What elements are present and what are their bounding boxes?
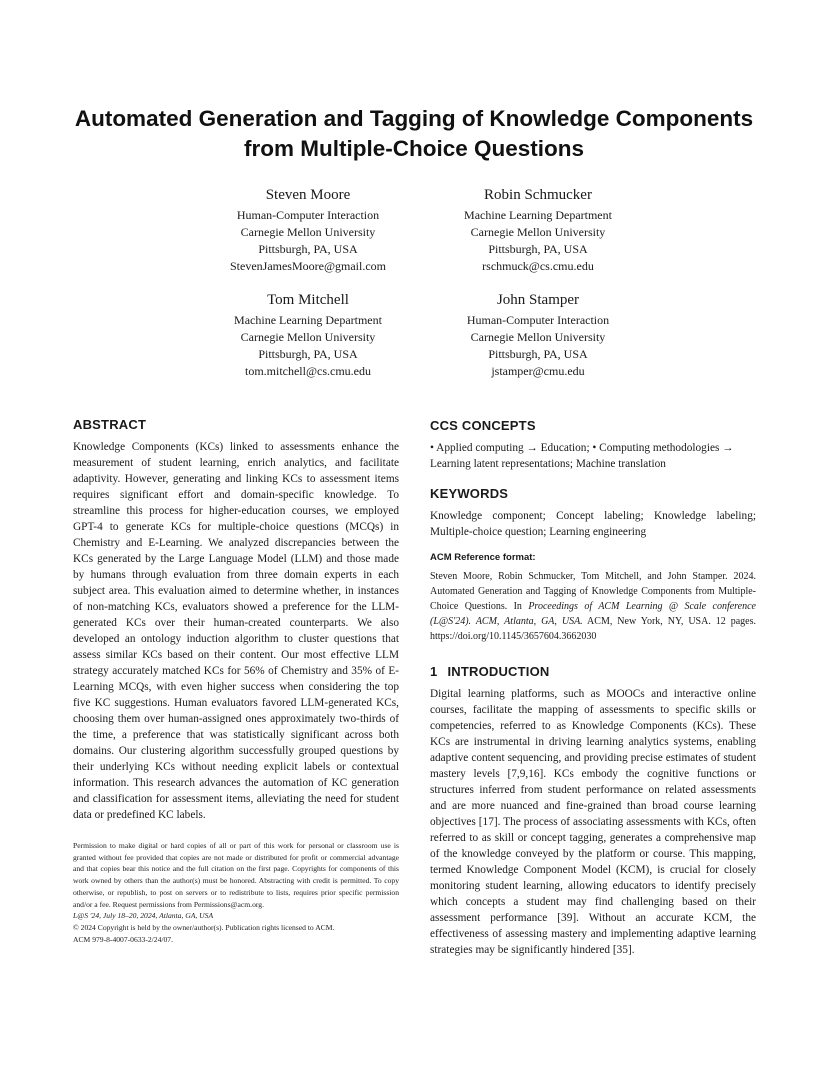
author-univ: Carnegie Mellon University — [240, 330, 376, 344]
title-line-1: Automated Generation and Tagging of Knowledge Components — [74, 106, 754, 131]
permission-notice — [73, 840, 399, 945]
author-name: Tom Mitchell — [267, 292, 349, 308]
copyright-line: © 2024 Copyright is held by the owner/author(s). Publication rights licensed to ACM. — [73, 922, 335, 932]
author-dept: Human-Computer Interaction — [466, 313, 610, 327]
abstract-text: Knowledge Components (KCs) linked to assessments enhance the measurement of student learning, enrich analytics, and facilitate adaptivity. However, generating and linking KCs to assessment items requires significant effort and domain-specific knowledge. To streamline this process for higher-education courses, we employed GPT-4 to generate KCs for multiple-choice questions (MCQs) in Chemistry and E-Learning. We analyzed discrepancies between the KCs generated by the Large Language Model (LLM) and those made by humans through evaluation from three domain experts in each subject area. This evaluation aimed to determine whether, in instances of non-matching KCs, evaluators showed a preference for the LLM-generated KCs over their human-created counterparts. We also developed an ontology induction algorithm to cluster questions that assess similar KCs based on their content. Our most effective LLM strategy accurately matched KCs for 56% of Chemistry and 35% of E-Learning MCQs, with even higher success when considering the top five KC suggestions. Human evaluators favored LLM-generated KCs, choosing them over human-assigned ones approximately two-thirds of the time, a preference that was statistically significant across both domains. Our clustering algorithm successfully grouped questions by their underlying KCs without needing explicit labels or contextual information. This research advances the automation of KC generation and classification for assessment items, alleviating the need for student data or predefined KC labels. — [73, 441, 399, 821]
acm-ref-proceedings: Proceedings of ACM Learning @ Scale conference (L@S'24). ACM, Atlanta, GA, USA. — [430, 601, 756, 627]
author-location: Pittsburgh, PA, USA — [258, 242, 358, 256]
author-name: Steven Moore — [265, 187, 351, 203]
acm-ref-tail: ACM, New York, NY, USA. 12 pages. https://doi.org/10.1145/3657604.3662030 — [430, 616, 756, 642]
author-block-4 — [398, 291, 678, 380]
author-name: Robin Schmucker — [484, 187, 592, 203]
author-location: Pittsburgh, PA, USA — [258, 347, 358, 361]
left-column — [73, 417, 399, 823]
intro-title: INTRODUCTION — [447, 664, 550, 679]
author-dept: Machine Learning Department — [464, 208, 612, 222]
ccs-text: • Applied computing → Education; • Computing methodologies → Learning latent representations; Machine translation — [430, 442, 734, 470]
author-email: rschmuck@cs.cmu.edu — [482, 259, 594, 273]
permission-text: Permission to make digital or hard copies of all or part of this work for personal or classroom use is granted without fee provided that copies are not made or distributed for profit or commercial advantage and that copies bear this notice and the full citation on the first page. Copyrights for components of this work owned by others than the author(s) must be honored. Abstracting with credit is permitted. To copy otherwise, or republish, to post on servers or to redistribute to lists, requires prior specific permission and/or a fee. Request permissions from Permissions@acm.org. — [73, 841, 399, 909]
keywords-heading: KEYWORDS — [430, 486, 509, 501]
author-univ: Carnegie Mellon University — [470, 330, 606, 344]
ccs-heading: CCS CONCEPTS — [430, 418, 536, 433]
title-line-2: from Multiple-Choice Questions — [243, 136, 585, 161]
author-dept: Human-Computer Interaction — [236, 208, 380, 222]
author-block-2 — [398, 186, 678, 275]
intro-number: 1 — [430, 664, 438, 679]
author-email: jstamper@cmu.edu — [491, 364, 585, 378]
acm-ref-authors: Steven Moore, Robin Schmucker, Tom Mitchell, and John Stamper. 2024. Automated Generation and Tagging of Knowledge Components from Multiple-Choice Questions. In — [430, 571, 756, 612]
acm-ref-heading: ACM Reference format: — [430, 552, 536, 563]
author-name: John Stamper — [496, 292, 580, 308]
author-email: tom.mitchell@cs.cmu.edu — [244, 364, 372, 378]
keywords-text: Knowledge component; Concept labeling; Knowledge labeling; Multiple-choice question; Learning engineering — [430, 510, 756, 538]
venue-line: L@S '24, July 18–20, 2024, Atlanta, GA, USA — [73, 911, 214, 921]
intro-text: Digital learning platforms, such as MOOCs and interactive online courses, facilitate the mapping of assessments to specific skills or competencies, referred to as Knowledge Components (KCs). These KCs are instrumental in driving learning analytics systems, enabling adaptive content sequencing, and providing precise estimates of student mastery levels [7,9,16]. KCs embody the cognitive functions or structures inferred from student performance on related assessments and are more nuanced and fine-grained than broad course learning objectives [17]. The process of associating assessments with KCs, often referred to as skill or concept tagging, generates a comprehensive map of the knowledge conveyed by the platform or course. This mapping, termed Knowledge Component Model (KCM), is crucial for closely monitoring student learning, allowing educators to identify precisely which concepts a student may find challenging based on their assessment performance [39]. Without an accurate KCM, the effectiveness of assessing mastery and implementing adaptive learning strategies may be significantly hindered [35]. — [430, 688, 756, 956]
author-location: Pittsburgh, PA, USA — [488, 242, 588, 256]
intro-heading — [430, 664, 756, 679]
right-column — [430, 418, 756, 958]
abstract-heading: ABSTRACT — [73, 417, 147, 432]
author-email: StevenJamesMoore@gmail.com — [229, 259, 387, 273]
author-location: Pittsburgh, PA, USA — [488, 347, 588, 361]
author-dept: Machine Learning Department — [234, 313, 382, 327]
author-univ: Carnegie Mellon University — [470, 225, 606, 239]
acm-ref-text — [430, 569, 756, 644]
isbn-line: ACM 979-8-4007-0633-2/24/07. — [73, 934, 173, 944]
author-univ: Carnegie Mellon University — [240, 225, 376, 239]
paper-title — [60, 104, 768, 164]
